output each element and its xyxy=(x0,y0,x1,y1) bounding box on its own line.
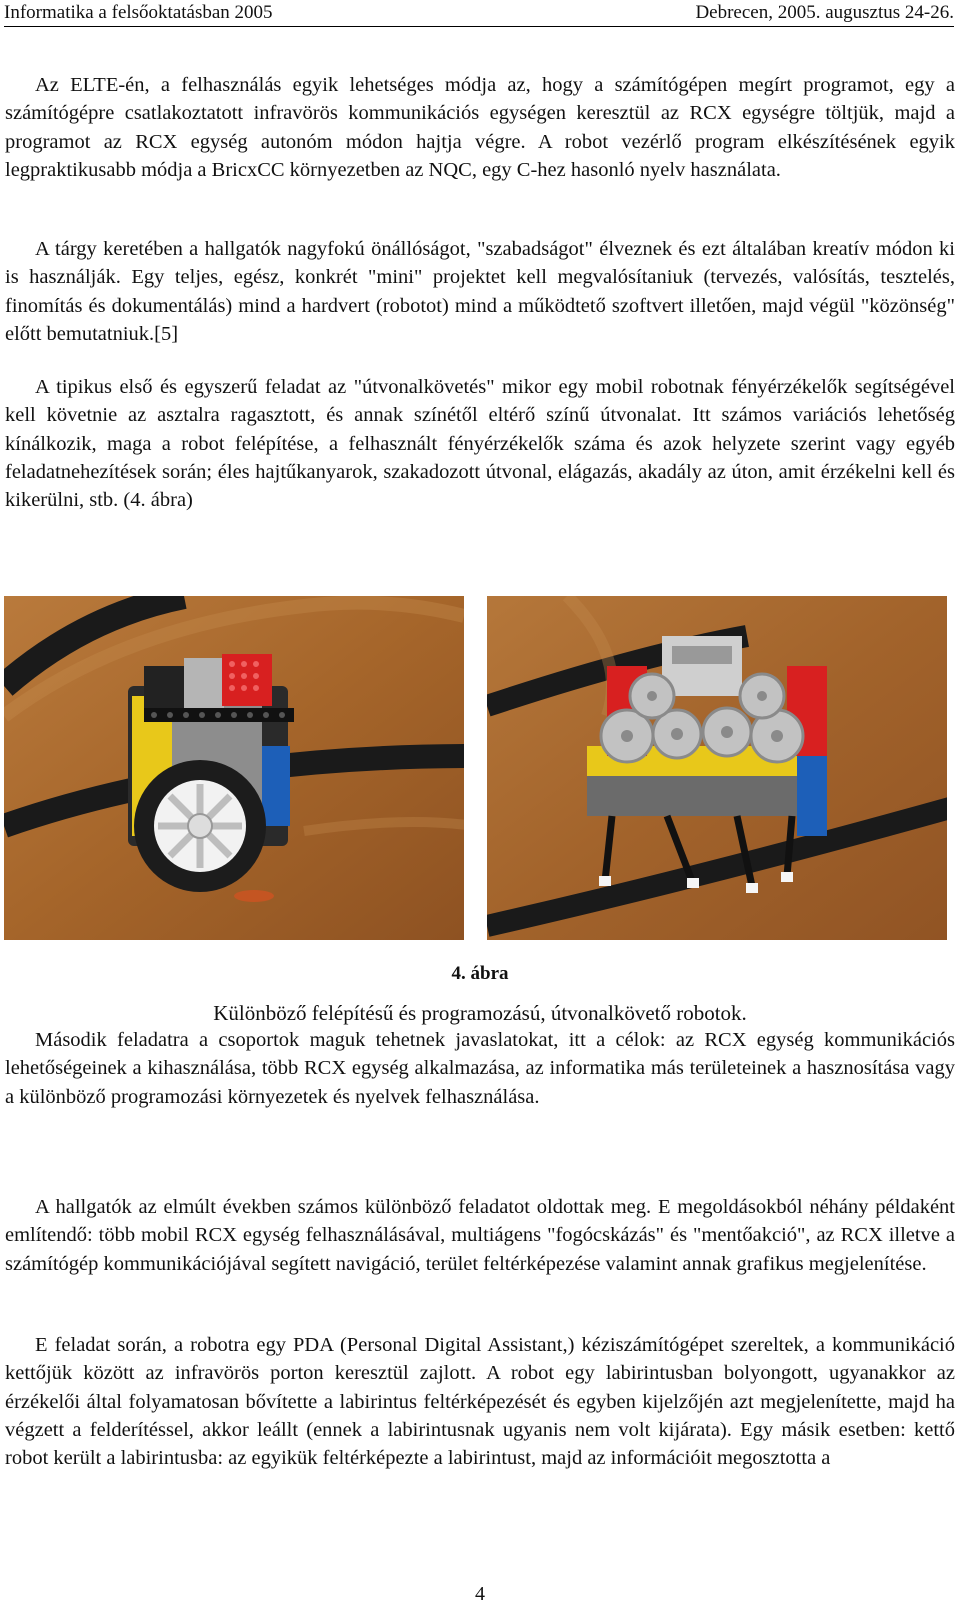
paragraph: E feladat során, a robotra egy PDA (Personal Digital Assistant,) kéziszámítógépet szereltek, a kommunikáció kettőjük között az infravörös porton keresztül zajlott. A robot egy labirintusban bolyongott, ugyanakkor az érzékelői által folyamatosan bővítette a labirintus feltérképezését és egyben kijelzőjén azt megjelenítette, majd ha végzett a felderítéssel, akkor leállt (ennek a labirintusnak ugyanis nem volt kijárata). Egy másik esetben: kettő robot került a labirintusba: az egyikük feltérképezte a labirintust, majd az információit megosztotta a xyxy=(5,1334,955,1470)
figure-caption: Különböző felépítésű és programozású, útvonalkövető robotok. xyxy=(213,1001,747,1025)
page-number: 4 xyxy=(475,1583,485,1605)
paragraph: Az ELTE-én, a felhasználás egyik lehetséges módja az, hogy a számítógépen megírt programot, egy a számítógépre csatlakoztatott infravörös kommunikációs egységen keresztül az RCX egységre töltjük, majd a programot az RCX egység autonóm módon hajtja végre. A robot vezérlő program elkészítésének egyik legpraktikusabb módja a BricxCC környezetben az NQC, egy C-hez hasonló nyelv használata. xyxy=(5,74,955,181)
paragraph: A hallgatók az elmúlt években számos különböző feladatot oldottak meg. E megoldásokból néhány példaként említendő: több mobil RCX egység felhasználásával, multiágens "fogócskázás" és "mentőakció", az RCX illetve a számítógép kommunikációjával segített navigáció, terület feltérképezése valamint annak grafikus megjelenítése. xyxy=(5,1196,955,1275)
paragraph: A tipikus első és egyszerű feladat az "útvonalkövetés" mikor egy mobil robotnak fényérzékelők segítségével kell követnie az asztalra ragasztott, és annak színétől eltérő színű útvonalat. Itt számos variációs lehetőség kínálkozik, maga a robot felépítése, a felhasznált fényérzékelők száma és azok helyzete szerint vagy egyéb feladatnehezítések során; éles hajtűkanyarok, szakadozott útvonal, elágazás, akadály az úton, amit érzékelni kell és kikerülni, stb. (4. ábra) xyxy=(5,376,955,512)
running-header xyxy=(4,0,954,27)
photo-legged-robot xyxy=(487,596,947,940)
header-conference: Informatika a felsőoktatásban 2005 xyxy=(4,2,273,23)
paragraph: A tárgy keretében a hallgatók nagyfokú önállóságot, "szabadságot" élveznek és ezt általában kreatív módon ki is használják. Egy teljes, egész, konkrét "mini" projektet kell megvalósítaniuk (tervezés, valósítás, tesztelés, finomítás és dokumentálás) mind a hardvert (robotot) mind a működtető szoftvert illetően, majd végül "közönség" előtt bemutatniuk.[5] xyxy=(5,238,955,345)
photo-wheeled-robot xyxy=(4,596,464,940)
header-date-place: Debrecen, 2005. augusztus 24-26. xyxy=(695,2,954,23)
figure-label: 4. ábra xyxy=(451,963,509,984)
paragraph: Második feladatra a csoportok maguk tehetnek javaslatokat, itt a célok: az RCX egység kommunikációs lehetőségeinek a kihasználása, több RCX egység alkalmazása, az informatika más területeinek a hasznosítása vagy a különböző programozási környezetek és nyelvek felhasználása. xyxy=(5,1029,955,1108)
